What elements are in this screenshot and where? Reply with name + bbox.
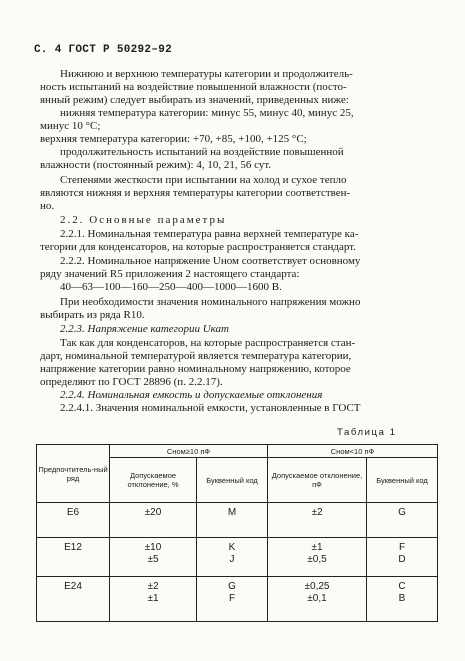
table-row bbox=[37, 538, 438, 577]
cell-series: Е24 bbox=[37, 577, 110, 622]
paragraph-line: 2.2.2. Номинальное напряжение Uном соответствует основному bbox=[60, 255, 361, 267]
cell-code2: F D bbox=[367, 538, 438, 577]
table-caption: Таблица 1 bbox=[337, 427, 397, 438]
cell-tol-pct: ±10 ±5 bbox=[110, 538, 197, 577]
paragraph-line: Так как для конденсаторов, на которые распространяется стан- bbox=[60, 337, 356, 349]
group-header-ge: Cном≥10 пФ bbox=[110, 445, 268, 458]
group-header-lt: Cном<10 пФ bbox=[268, 445, 438, 458]
paragraph-line: Степенями жесткости при испытании на холод и сухое тепло bbox=[60, 174, 347, 186]
paragraph-line: При необходимости значения номинального напряжения можно bbox=[60, 296, 361, 308]
cell-code: G F bbox=[197, 577, 268, 622]
paragraph-line: дарт, номинальной температурой является температура категории, bbox=[40, 350, 352, 362]
col-tol-pct-header: Допускаемое отклонение, % bbox=[110, 458, 197, 503]
paragraph-line: тегории для конденсаторов, на которые распространяется стандарт. bbox=[40, 241, 356, 253]
paragraph-line: 2.2.4.1. Значения номинальной емкости, установленные в ГОСТ bbox=[60, 402, 361, 414]
paragraph-line: напряжение категории равно номинальному напряжению, которое bbox=[40, 363, 351, 375]
paragraph-line: ность испытаний на воздействие повышенной влажности (посто- bbox=[40, 81, 347, 93]
cell-tol-pf: ±0,25 ±0,1 bbox=[268, 577, 367, 622]
paragraph-line: янный режим) следует выбирать из значений, приведенных ниже: bbox=[40, 94, 349, 106]
col-series-header: Предпочтитель-ный ряд bbox=[37, 445, 110, 503]
paragraph-line: являются нижняя и верхняя температуры категории соответствен- bbox=[40, 187, 351, 199]
col-code-header: Буквенный код bbox=[197, 458, 268, 503]
section-heading: 2.2. Основные параметры bbox=[60, 214, 227, 226]
paragraph-line: минус 10 °С; bbox=[40, 120, 101, 132]
table-row bbox=[37, 577, 438, 622]
paragraph-line: влажности (постоянный режим): 4, 10, 21, 56 сут. bbox=[40, 159, 272, 171]
cell-series: Е6 bbox=[37, 503, 110, 538]
cell-tol-pf: ±2 bbox=[268, 503, 367, 538]
tolerance-table bbox=[36, 444, 438, 622]
paragraph-line: выбирать из ряда R10. bbox=[40, 309, 145, 321]
col-code2-header: Буквенный код bbox=[367, 458, 438, 503]
cell-tol-pf: ±1 ±0,5 bbox=[268, 538, 367, 577]
cell-series: Е12 bbox=[37, 538, 110, 577]
cell-code: K J bbox=[197, 538, 268, 577]
paragraph-line: определяют по ГОСТ 28896 (п. 2.2.17). bbox=[40, 376, 223, 388]
page-header: С. 4 ГОСТ Р 50292–92 bbox=[34, 44, 173, 56]
paragraph-line: 2.2.1. Номинальная температура равна верхней температуре ка- bbox=[60, 228, 359, 240]
section-heading: 2.2.4. Номинальная емкость и допускаемые отклонения bbox=[60, 389, 323, 401]
paragraph-line: ряду значений R5 приложения 2 настоящего стандарта: bbox=[40, 268, 300, 280]
cell-tol-pct: ±20 bbox=[110, 503, 197, 538]
paragraph-line: нижняя температура категории: минус 55, минус 40, минус 25, bbox=[60, 107, 354, 119]
paragraph-line: верхняя температура категории: +70, +85, +100, +125 °С; bbox=[40, 133, 307, 145]
col-tol-pf-header: Допускаемое отклонение, пФ bbox=[268, 458, 367, 503]
cell-code2: C B bbox=[367, 577, 438, 622]
paragraph-line: продолжительность испытаний на воздействие повышенной bbox=[60, 146, 344, 158]
paragraph-line: Нижнюю и верхнюю температуры категории и продолжитель- bbox=[60, 68, 353, 80]
paragraph-line: но. bbox=[40, 200, 55, 212]
voltage-series: 40—63—100—160—250—400—1000—1600 В. bbox=[60, 281, 282, 293]
cell-code2: G bbox=[367, 503, 438, 538]
cell-code: M bbox=[197, 503, 268, 538]
cell-tol-pct: ±2 ±1 bbox=[110, 577, 197, 622]
table-row bbox=[37, 503, 438, 538]
section-heading: 2.2.3. Напряжение категории Uкат bbox=[60, 323, 229, 335]
